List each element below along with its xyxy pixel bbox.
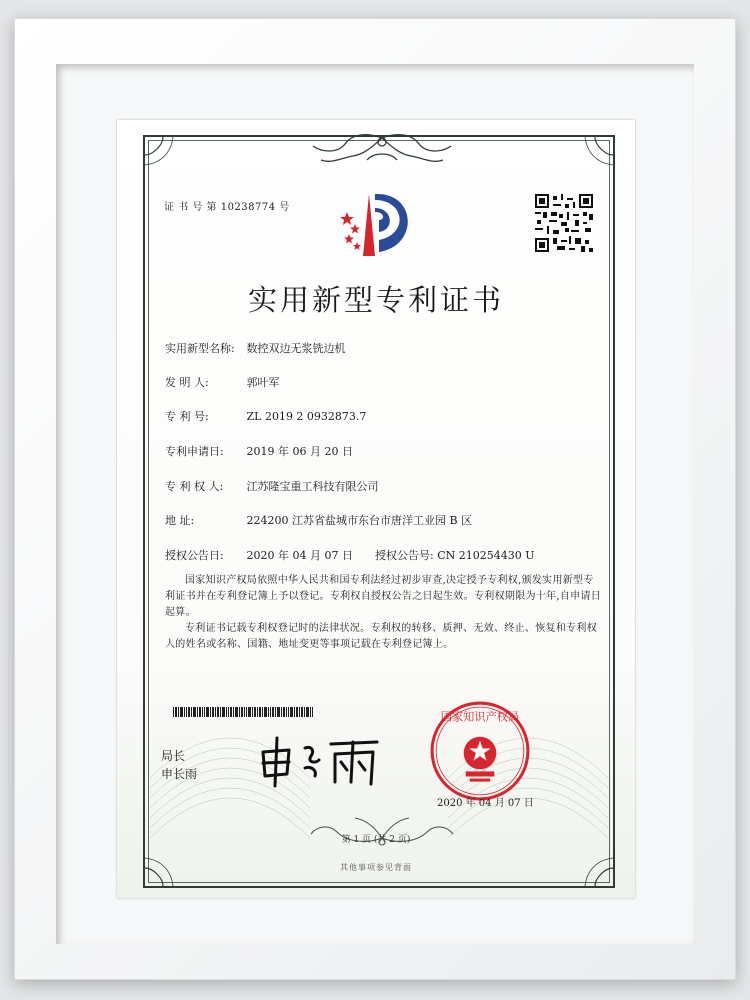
field-row-address xyxy=(165,512,472,528)
field-label: 发 明 人: xyxy=(165,376,209,389)
field-row-announcement-number xyxy=(375,547,535,563)
cnipa-logo-icon xyxy=(335,190,415,260)
certificate-paragraph-2: 专利证书记载专利权登记时的法律状况。专利权的转移、质押、无效、终止、恢复和专利权人的姓名或名称、国籍、地址变更等事项记载在专利登记簿上。 xyxy=(165,623,597,650)
barcode-icon xyxy=(173,707,313,717)
field-value: ZL 2019 2 0932873.7 xyxy=(246,410,367,423)
field-label: 地 址: xyxy=(165,514,195,527)
corner-ornament-icon xyxy=(143,135,203,195)
field-row-grant-date xyxy=(165,547,353,563)
field-row-name xyxy=(165,340,346,356)
field-label: 实用新型名称: xyxy=(165,342,235,355)
official-seal-icon xyxy=(429,700,531,802)
field-row-patentee xyxy=(165,478,379,494)
field-value: 江苏隆宝重工科技有限公司 xyxy=(246,480,379,493)
certificate-paragraph-1: 国家知识产权局依照中华人民共和国专利法经过初步审查,决定授予专利权,颁发实用新型专利证书并在专利登记簿上予以登记。专利权自授权公告之日起生效。专利权期限为十年,自申请日起算。 xyxy=(165,575,602,618)
see-reverse-note: 其他事项参见背面 xyxy=(340,863,412,872)
field-row-inventor xyxy=(165,374,280,390)
field-label: 专 利 号: xyxy=(165,410,209,423)
field-label: 专利申请日: xyxy=(165,445,224,458)
field-value: 224200 江苏省盐城市东台市唐洋工业园 B 区 xyxy=(246,514,473,527)
field-label: 授权公告号: xyxy=(375,549,434,562)
director-block xyxy=(161,747,197,783)
top-ornament-icon xyxy=(307,130,457,170)
field-row-filing-date xyxy=(165,443,353,459)
field-value: 数控双边无浆铣边机 xyxy=(246,342,346,355)
director-name: 申长雨 xyxy=(161,767,198,781)
field-label: 授权公告日: xyxy=(165,549,224,562)
field-value: 2019 年 06 月 20 日 xyxy=(246,445,353,458)
field-value: 2020 年 04 月 07 日 xyxy=(246,549,353,562)
field-value: CN 210254430 U xyxy=(437,549,535,562)
field-row-patent-number xyxy=(165,408,366,424)
svg-text:国家知识产权局: 国家知识产权局 xyxy=(440,710,520,724)
director-title: 局长 xyxy=(161,749,186,763)
director-signature-icon xyxy=(255,730,385,790)
corner-ornament-icon xyxy=(555,135,615,195)
qr-code-icon xyxy=(534,194,594,252)
certificate-paper xyxy=(117,120,635,898)
certificate-title: 实用新型专利证书 xyxy=(247,283,504,317)
field-label: 专 利 权 人: xyxy=(165,480,224,493)
certificate-number: 证 书 号 第 10238774 号 xyxy=(164,202,290,213)
bottom-ornament-icon xyxy=(307,798,457,858)
seal-date: 2020 年 04 月 07 日 xyxy=(437,798,534,809)
page-number: 第 1 页 (共 2 页) xyxy=(341,835,411,845)
field-value: 郭叶军 xyxy=(246,376,280,389)
